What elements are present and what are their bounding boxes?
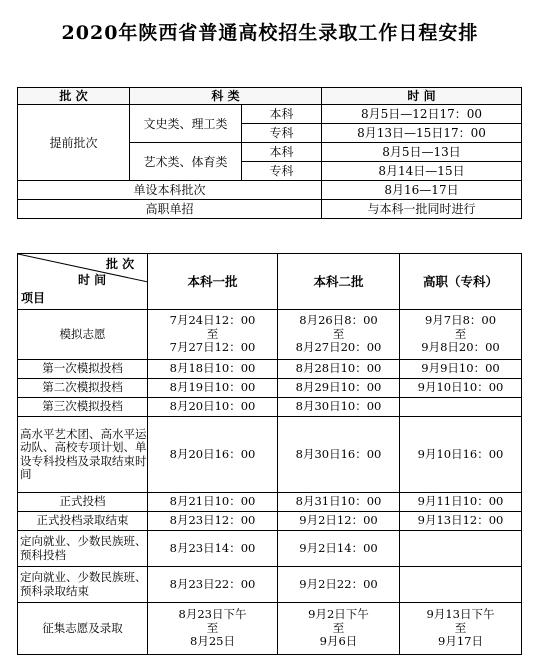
- time-line: 9月2日14：00: [299, 540, 378, 555]
- table-row: [18, 200, 522, 219]
- level-cell: 专科: [242, 124, 322, 143]
- time-cell: [400, 512, 522, 531]
- time-cell: [148, 360, 278, 379]
- time-cell: [400, 398, 522, 417]
- level-cell: 本科: [242, 105, 322, 124]
- column-header: 高职（专科）: [400, 254, 522, 310]
- item-cell: 正式投档: [18, 493, 148, 512]
- time-cell: [148, 398, 278, 417]
- time-cell: [278, 417, 400, 493]
- table-row: [18, 493, 522, 512]
- time-line: 9月17日: [438, 634, 483, 649]
- time-line: 8月31日10：00: [295, 494, 382, 509]
- time-line: 9月10日16：00: [417, 446, 504, 461]
- time-line: 至: [332, 620, 345, 635]
- time-cell: [400, 417, 522, 493]
- time-line: 9月2日22：00: [299, 576, 378, 591]
- header-category: 科 类: [130, 88, 322, 105]
- time-line: 8月21日10：00: [169, 494, 256, 509]
- table-row: [18, 512, 522, 531]
- time-cell: [148, 531, 278, 567]
- corner-item-label: 项目: [21, 291, 46, 305]
- table-row: [18, 360, 522, 379]
- time-line: 9月9日10：00: [421, 361, 500, 376]
- wenshi-label: 文史类、理工类: [130, 105, 242, 143]
- time-cell: [400, 379, 522, 398]
- time-line: 8月30日10：00: [295, 399, 382, 414]
- time-cell: [148, 567, 278, 603]
- item-cell: 第一次模拟投档: [18, 360, 148, 379]
- time-cell: [148, 310, 278, 360]
- item-cell: 第三次模拟投档: [18, 398, 148, 417]
- time-line: 8月18日10：00: [169, 361, 256, 376]
- time-line: 7月24日12：00: [169, 313, 256, 328]
- table-row: [18, 379, 522, 398]
- item-cell: 模拟志愿: [18, 310, 148, 360]
- time-line: 8月20日16：00: [169, 446, 256, 461]
- corner-batch-label: 批 次: [106, 257, 135, 271]
- time-cell: [400, 567, 522, 603]
- time-line: 8月25日: [190, 634, 235, 649]
- table-row: [18, 531, 522, 567]
- table-header-row: [18, 88, 522, 105]
- item-cell: 第二次模拟投档: [18, 379, 148, 398]
- time-line: 8月23日下午: [178, 607, 247, 622]
- time-line: 9月7日8：00: [424, 313, 497, 328]
- table-row: [18, 310, 522, 360]
- time-cell: 8月13日—15日17：00: [322, 124, 522, 143]
- time-line: 8月26日8：00: [299, 313, 378, 328]
- table-row: [18, 603, 522, 655]
- time-cell: [278, 567, 400, 603]
- time-line: 9月10日10：00: [417, 380, 504, 395]
- item-cell: 征集志愿及录取: [18, 603, 148, 655]
- time-cell: [278, 379, 400, 398]
- table-header-row: [18, 254, 522, 310]
- level-cell: 专科: [242, 162, 322, 181]
- early-batch-label: 提前批次: [18, 105, 130, 181]
- table-row: [18, 105, 522, 124]
- time-line: 8月30日16：00: [295, 446, 382, 461]
- time-cell: 8月5日—13日: [322, 143, 522, 162]
- time-cell: 8月16—17日: [322, 181, 522, 200]
- time-line: 9月8日20：00: [421, 340, 500, 355]
- time-cell: [278, 512, 400, 531]
- time-cell: [148, 379, 278, 398]
- time-line: 至: [454, 326, 467, 341]
- time-line: 9月13日12：00: [417, 513, 504, 528]
- time-line: 9月2日下午: [308, 607, 369, 622]
- time-line: 8月27日20：00: [295, 340, 382, 355]
- item-cell: 高水平艺术团、高水平运动队、高校专项计划、单设专科投档及录取结束时间: [18, 417, 148, 493]
- diagonal-header-cell: [18, 254, 148, 310]
- time-line: 8月28日10：00: [295, 361, 382, 376]
- time-cell: [278, 603, 400, 655]
- time-cell: [400, 603, 522, 655]
- time-cell: [148, 417, 278, 493]
- table-body: [18, 310, 522, 655]
- column-header: 本科一批: [148, 254, 278, 310]
- table-row: [18, 567, 522, 603]
- time-line: 7月27日12：00: [169, 340, 256, 355]
- header-batch: 批 次: [18, 88, 130, 105]
- time-line: 8月20日10：00: [169, 399, 256, 414]
- time-cell: [148, 493, 278, 512]
- time-cell: [400, 531, 522, 567]
- time-line: 9月2日12：00: [299, 513, 378, 528]
- time-line: 9月11日10：00: [417, 494, 504, 509]
- yishu-label: 艺术类、体育类: [130, 143, 242, 181]
- header-time: 时 间: [322, 88, 522, 105]
- time-cell: [278, 360, 400, 379]
- time-line: 9月6日: [319, 634, 358, 649]
- time-line: 8月23日14：00: [169, 540, 256, 555]
- level-cell: 本科: [242, 143, 322, 162]
- gaozhi-label: 高职单招: [18, 200, 322, 219]
- time-line: 8月23日12：00: [169, 513, 256, 528]
- table-row: [18, 398, 522, 417]
- item-cell: 定向就业、少数民族班、预科录取结束: [18, 567, 148, 603]
- time-line: 8月19日10：00: [169, 380, 256, 395]
- time-cell: [148, 603, 278, 655]
- time-cell: [278, 531, 400, 567]
- time-line: 8月23日22：00: [169, 576, 256, 591]
- time-cell: [148, 512, 278, 531]
- corner-time-label: 时 间: [78, 273, 107, 287]
- time-cell: [278, 310, 400, 360]
- time-line: 至: [206, 620, 219, 635]
- time-line: 9月13日下午: [426, 607, 495, 622]
- time-cell: [400, 310, 522, 360]
- time-cell: 8月5日—12日17：00: [322, 105, 522, 124]
- table-row: [18, 181, 522, 200]
- item-cell: 定向就业、少数民族班、预科投档: [18, 531, 148, 567]
- dansheng-label: 单设本科批次: [18, 181, 322, 200]
- schedule-table-early: [17, 87, 522, 219]
- table-row: [18, 417, 522, 493]
- page-title: 2020年陕西省普通高校招生录取工作日程安排: [61, 22, 479, 44]
- time-cell: [400, 360, 522, 379]
- schedule-table-main: [17, 253, 522, 655]
- time-line: 至: [332, 326, 345, 341]
- time-line: 8月29日10：00: [295, 380, 382, 395]
- time-cell: 与本科一批同时进行: [322, 200, 522, 219]
- time-cell: [278, 493, 400, 512]
- time-cell: [278, 398, 400, 417]
- item-cell: 正式投档录取结束: [18, 512, 148, 531]
- time-line: 至: [454, 620, 467, 635]
- time-cell: 8月14日—15日: [322, 162, 522, 181]
- column-header: 本科二批: [278, 254, 400, 310]
- time-line: 至: [206, 326, 219, 341]
- time-cell: [400, 493, 522, 512]
